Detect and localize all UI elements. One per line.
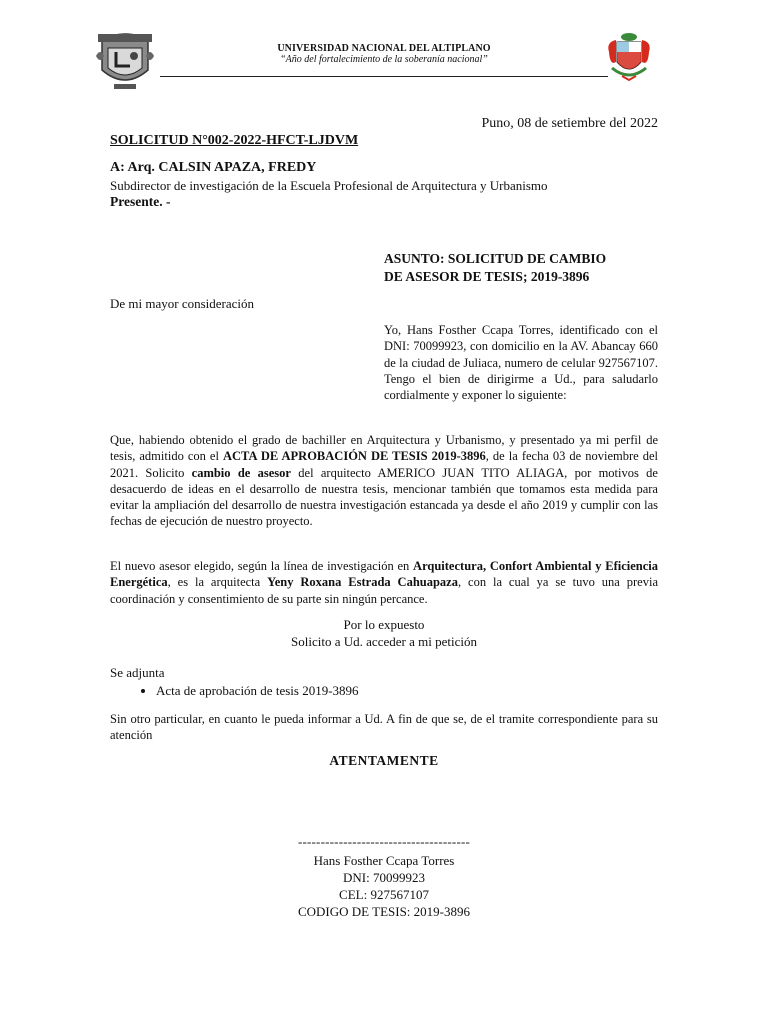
por-lo-expuesto: Por lo expuesto	[343, 617, 425, 632]
university-crest-icon	[94, 26, 156, 92]
attachments-heading: Se adjunta	[110, 665, 165, 680]
subject	[384, 250, 664, 286]
header-divider	[160, 76, 608, 77]
p1-acta: ACTA DE APROBACIÓN DE TESIS 2019-3896	[222, 449, 486, 464]
list-item: • Acta de aprobación de tesis 2019-3896	[156, 683, 359, 699]
second-paragraph	[110, 558, 658, 607]
greeting: De mi mayor consideración	[110, 296, 255, 311]
petition-line: Solicito a Ud. acceder a mi petición	[291, 634, 477, 649]
thesis-code: CODIGO DE TESIS: 2019-3896	[297, 904, 470, 919]
recipient: A: Arq. CALSIN APAZA, FREDY	[110, 160, 317, 175]
intro-paragraph: Yo, Hans Fosther Ccapa Torres, identificado con el DNI: 70099923, con domicilio en la AV. Abancay 660 de la ciudad de Juliaca, numero de celular 927567107. Tengo el bien de dirigirme a Ud., para saludarlo cordialmente y exponer lo siguiente:	[384, 323, 658, 403]
p1-text-a: Que, habiendo obtenido el grado de bachiller en Arquitectura y Urbanismo, y presentado ya mi perfil de tesis, admitido con el	[110, 433, 658, 464]
letter-date: Puno, 08 de setiembre del 2022	[481, 116, 658, 131]
p2-research-line: Arquitectura, Confort Ambiental y Eficiencia Energética	[110, 559, 658, 590]
atentamente: ATENTAMENTE	[329, 753, 439, 768]
closing-paragraph: Sin otro particular, en cuanto le pueda informar a Ud. A fin de que se, de el tramite correspondiente para su atención	[110, 712, 658, 743]
p2-new-advisor: Yeny Roxana Estrada Cahuapaza	[267, 575, 458, 590]
p1-text-e: del arquitecto AMERICO JUAN TITO ALIAGA, por motivos de desacuerdo de ideas en el desarrollo de nuestra tesis, mencionar también que tomamos esta medida para evitar la ampliación del desarrollo de nuestra investigación estancada ya desde el año 2019 y cumplir con las fechas de ejecución de nuestro proyecto.	[110, 465, 658, 529]
signer-dni: DNI: 70099923	[343, 870, 425, 885]
subject-line-1: ASUNTO: SOLICITUD DE CAMBIO	[384, 251, 607, 266]
attachments-list	[110, 683, 359, 699]
p2-text-a: El nuevo asesor elegido, según la línea de investigación en	[110, 559, 414, 573]
main-paragraph	[110, 432, 658, 530]
recipient-role: Subdirector de investigación de la Escuela Profesional de Arquitectura y Urbanismo	[110, 178, 548, 193]
university-name: UNIVERSIDAD NACIONAL DEL ALTIPLANO	[277, 43, 491, 54]
subject-line-2: DE ASESOR DE TESIS; 2019-3896	[384, 269, 590, 284]
p1-cambio-asesor: cambio de asesor	[191, 465, 291, 480]
signature-line: --------------------------------------	[297, 834, 471, 849]
p2-text-c: , es la arquitecta	[167, 575, 268, 590]
peru-coat-of-arms-icon	[604, 32, 654, 84]
year-motto: “Año del fortalecimiento de la soberanía nacional”	[280, 54, 488, 65]
signer-cel: CEL: 927567107	[339, 887, 429, 902]
presente: Presente. -	[110, 194, 171, 209]
request-reference: SOLICITUD N°002-2022-HFCT-LJDVM	[110, 133, 359, 148]
p2-text-e: , con la cual ya se tuvo una previa coordinación y consentimiento de su parte sin ningún percance.	[110, 575, 658, 606]
signer-name: Hans Fosther Ccapa Torres	[313, 853, 455, 868]
p1-text-c: , de la fecha 03 de noviembre del 2021. Solicito	[110, 449, 659, 480]
